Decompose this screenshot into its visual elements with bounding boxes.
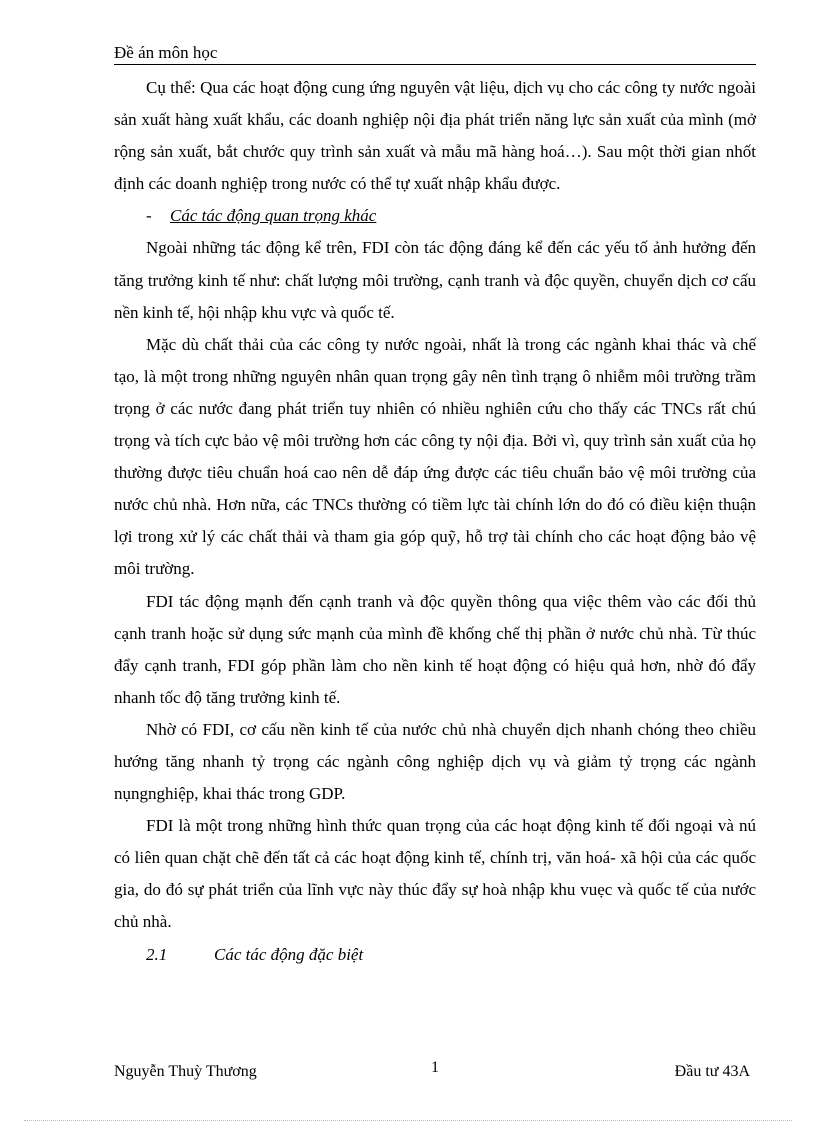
subheading <box>114 200 756 232</box>
page-edge-divider <box>24 1120 792 1121</box>
section-number: 2.1 <box>146 944 168 964</box>
page-footer <box>114 1060 756 1084</box>
header-title: Đề án môn học <box>114 43 218 62</box>
paragraph-4: FDI tác động mạnh đến cạnh tranh và độc quyền thông qua việc thêm vào các đối thủ cạnh tranh hoặc sử dụng sức mạnh của mình đề khống chế thị phần ở nước chủ nhà. Từ thúc đẩy cạnh tranh, FDI góp phần làm cho nền kinh tế hoạt động có hiệu quả hơn, nhờ đó đẩy nhanh tốc độ tăng trưởng kinh tế. <box>114 591 756 707</box>
paragraph-3: Mặc dù chất thải của các công ty nước ngoài, nhất là trong các ngành khai thác và chế tạo, là một trong những nguyên nhân quan trọng gây nên tình trạng ô nhiễm môi trường trầm trọng ở các nước đang phát triển tuy nhiên có nhiều nghiên cứu cho thấy các TNCs rất chú trọng và tích cực bảo vệ môi trường hơn các công ty nội địa. Bởi vì, quy trình sản xuất của họ thường được tiêu chuẩn hoá cao nên dễ đáp ứng được các tiêu chuẩn bảo vệ môi trường của nước chủ nhà. Hơn nữa, các TNCs thường có tiềm lực tài chính lớn do đó có điều kiện thuận lợi trong xử lý các chất thải và tham gia góp quỹ, hỗ trợ tài chính cho các hoạt động bảo vệ môi trường. <box>114 334 756 579</box>
footer-page-number: 1 <box>431 1059 439 1076</box>
subheading-title: Các tác động quan trọng khác <box>170 206 377 226</box>
section-heading <box>114 939 756 971</box>
paragraph-5: Nhờ có FDI, cơ cấu nền kinh tế của nước chủ nhà chuyển dịch nhanh chóng theo chiều hướng tăng nhanh tỷ trọng các ngành công nghiệp dịch vụ và giảm tỷ trọng các ngành nụngnghiệp, khai thác trong GDP. <box>114 719 756 804</box>
footer-author: Nguyễn Thuỳ Thương <box>114 1063 257 1080</box>
section-title: Các tác động đặc biệt <box>214 944 364 964</box>
paragraph-1: Cụ thể: Qua các hoạt động cung ứng nguyên vật liệu, dịch vụ cho các công ty nước ngoài sản xuất hàng xuất khẩu, các doanh nghiệp nội địa phát triển năng lực sản xuất của mình (mở rộng sản xuất, bắt chước quy trình sản xuất và mẫu mã hàng hoá…). Sau một thời gian nhốt định các doanh nghiệp trong nước có thể tự xuất nhập khẩu được. <box>114 78 756 194</box>
subheading-dash: - <box>146 206 152 226</box>
paragraph-2: Ngoài những tác động kể trên, FDI còn tác động đáng kể đến các yếu tố ảnh hưởng đến tăng trưởng kinh tế như: chất lượng môi trường, cạnh tranh và độc quyền, chuyển dịch cơ cấu nền kinh tế, hội nhập khu vực và quốc tế. <box>114 238 756 322</box>
paragraph-6: FDI là một trong những hình thức quan trọng của các hoạt động kinh tế đối ngoại và nú có liên quan chặt chẽ đến tất cả các hoạt động kinh tế, chính trị, văn hoá- xã hội của các quốc gia, do đó sự phát triển của lĩnh vực này thúc đẩy sự hoà nhập khu vuẹc và quốc tế của nước chủ nhà. <box>114 816 756 932</box>
document-body <box>114 72 756 971</box>
footer-class-label: Đầu tư 43A <box>674 1063 750 1080</box>
page-header <box>114 42 756 65</box>
